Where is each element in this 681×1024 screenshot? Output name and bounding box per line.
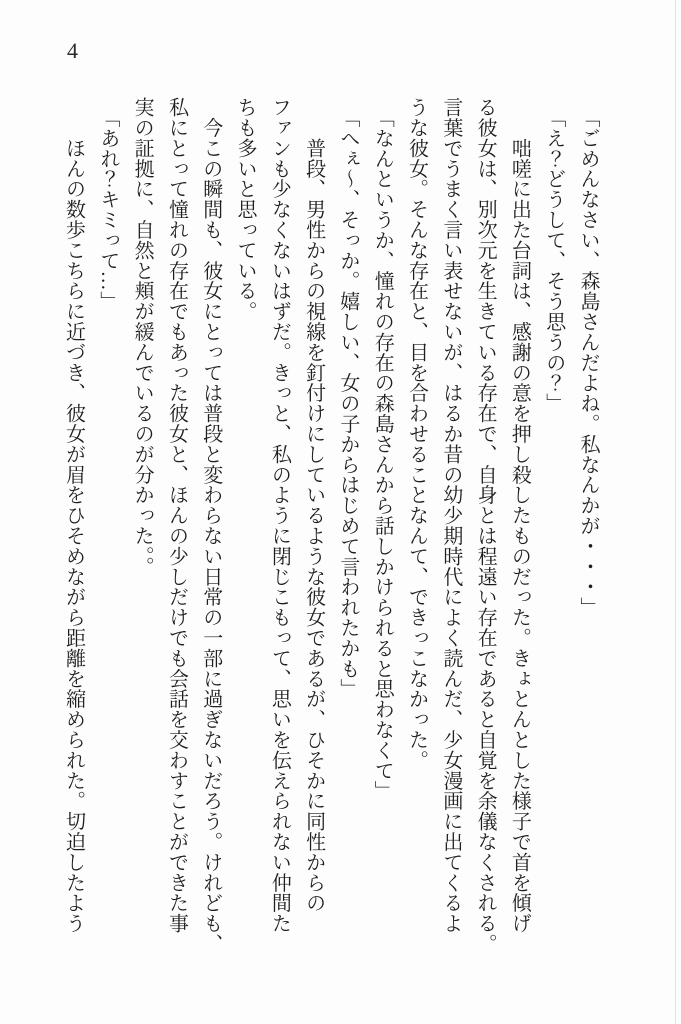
text-column: 「ごめんなさい、森島さんだよね。私なんかが・・・」 (577, 97, 599, 618)
text-column: 「あれ？キミって…」 (96, 97, 119, 312)
text-column: ファンも少なくないはずだ。きっと、私のように閉じこもって、思いを伝えられない仲間た (268, 97, 291, 934)
text-column: 言葉でうまく言い表せないが、はるか昔の幼少期時代によく読んだ、少女漫画に出てくるよ (439, 97, 462, 934)
text-column: 「え？どうして、そう思うの？」 (542, 97, 565, 414)
text-column: 「へぇ〜、そっか。嬉しい、女の子からはじめて言われたかも」 (336, 97, 359, 699)
vertical-text-block (56, 97, 605, 959)
text-column: る彼女は、別次元を生きている存在で、自身とは程遠い存在であると自覚を余儀なくされる。 (474, 97, 497, 954)
text-column: うな彼女。そんな存在と、目を合わせることなんて、できっこなかった。 (405, 97, 428, 771)
page-edge-divider (675, 0, 676, 1024)
text-column: 咄嗟に出た台詞は、感謝の意を押し殺したものだった。きょとんとした様子で首を傾げ (508, 97, 531, 934)
text-column: 「なんというか、憧れの存在の森島さんから話しかけられると思わなくて」 (371, 97, 394, 801)
text-column: 今この瞬間も、彼女にとっては普段と変わらない日常の一部に過ぎないだろう。けれども、 (199, 97, 222, 954)
text-column: 実の証拠に、自然と頬が緩んでいるのが分かった。。 (131, 97, 154, 577)
text-column: ほんの数歩こちらに近づき、彼女が眉をひそめながら距離を縮められた。切迫したよう (62, 97, 85, 934)
text-column: 普段、男性からの視線を釘付けにしているような彼女であるが、ひそかに同性からの (302, 97, 325, 913)
text-column: ちも多いと思っている。 (234, 97, 257, 322)
page-number: 4 (67, 38, 78, 63)
text-column: 私にとって憧れの存在でもあった彼女と、ほんの少しだけでも会話を交わすことができた事 (165, 97, 188, 934)
